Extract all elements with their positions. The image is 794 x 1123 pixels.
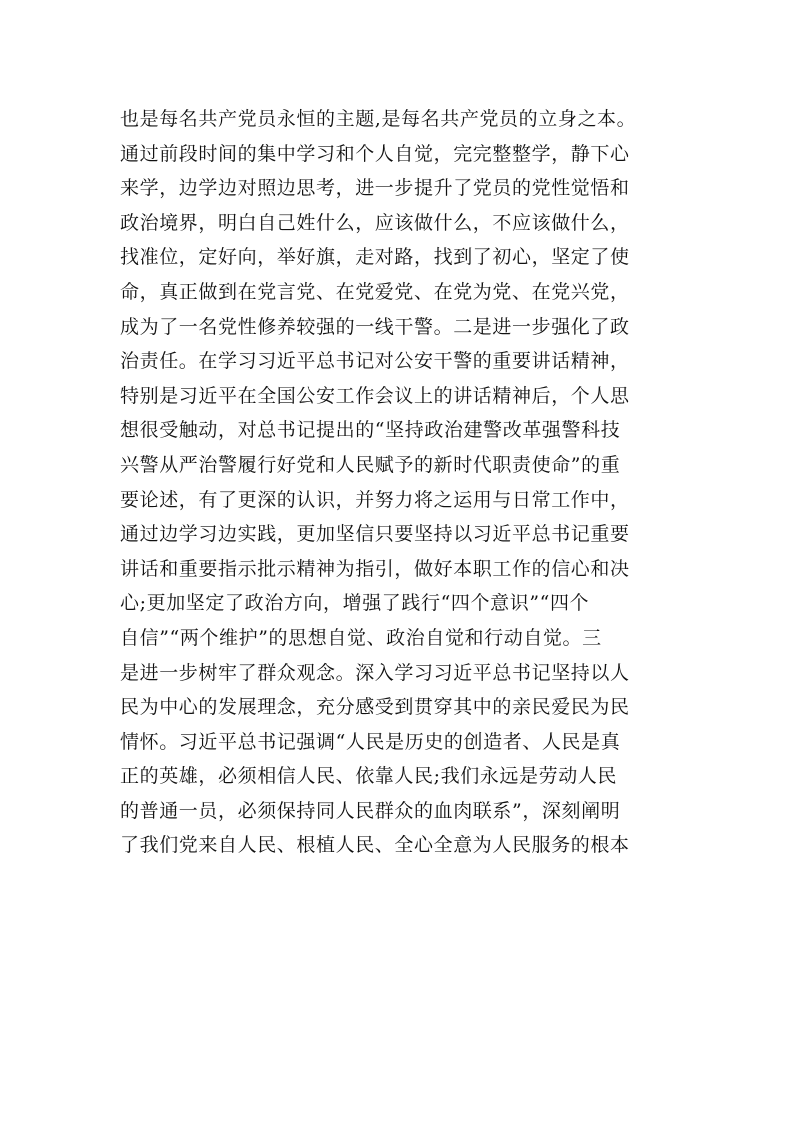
text-line: 了我们党来自人民、根植人民、全心全意为人民服务的根本	[120, 834, 630, 857]
text-line: 心;更加坚定了政治方向，增强了践行“四个意识”“四个	[120, 592, 590, 615]
text-line: 情怀。习近平总书记强调“人民是历史的创造者、人民是真	[120, 730, 621, 753]
text-line: 治责任。在学习习近平总书记对公安干警的重要讲话精神，	[120, 350, 630, 373]
text-line: 成为了一名党性修养较强的一线干警。二是进一步强化了政	[120, 315, 630, 338]
text-line: 来学，边学边对照边思考，进一步提升了党员的党性觉悟和	[120, 177, 630, 200]
text-line: 兴警从严治警履行好党和人民赋予的新时代职责使命”的重	[120, 453, 621, 476]
text-line: 也是每名共产党员永恒的主题,是每名共产党员的立身之本。	[120, 108, 637, 130]
text-line: 是进一步树牢了群众观念。深入学习习近平总书记坚持以人	[120, 661, 630, 684]
text-line: 正的英雄，必须相信人民、依靠人民;我们永远是劳动人民	[120, 765, 618, 788]
text-line: 民为中心的发展理念，充分感受到贯穿其中的亲民爱民为民	[120, 696, 630, 719]
text-line: 命，真正做到在党言党、在党爱党、在党为党、在党兴党，	[120, 280, 630, 303]
body-text	[120, 102, 680, 863]
text-line: 找准位，定好向，举好旗，走对路，找到了初心，坚定了使	[120, 246, 630, 269]
text-line: 通过边学习边实践，更加坚信只要坚持以习近平总书记重要	[120, 523, 630, 546]
text-line: 要论述，有了更深的认识，并努力将之运用与日常工作中，	[120, 488, 630, 511]
text-line: 通过前段时间的集中学习和个人自觉，完完整整学，静下心	[120, 142, 630, 165]
text-line: 想很受触动，对总书记提出的“坚持政治建警改革强警科技	[120, 419, 621, 442]
text-line: 政治境界，明白自己姓什么，应该做什么，不应该做什么，	[120, 211, 630, 234]
text-line: 自信”“两个维护”的思想自觉、政治自觉和行动自觉。三	[120, 626, 602, 649]
text-line: 的普通一员，必须保持同人民群众的血肉联系”，深刻阐明	[120, 799, 621, 822]
text-line: 讲话和重要指示批示精神为指引，做好本职工作的信心和决	[120, 557, 630, 580]
text-line: 特别是习近平在全国公安工作会议上的讲话精神后，个人思	[120, 384, 630, 407]
